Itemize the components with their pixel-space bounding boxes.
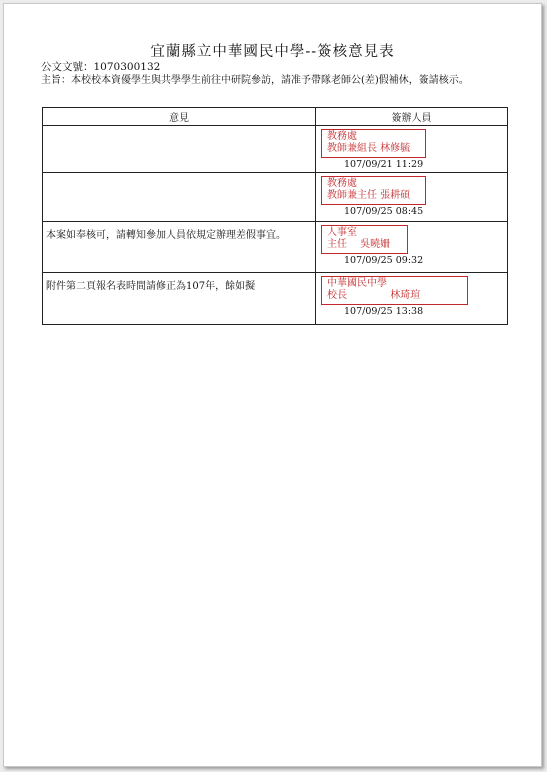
signature-timestamp: 107/09/25 13:38 [344,306,424,317]
table-row [43,222,508,273]
stamp-unit: 人事室 [327,227,357,238]
signature-cell [316,222,508,273]
stamp-person: 教師兼組長 林修毓 [327,143,411,154]
signature-timestamp: 107/09/25 09:32 [344,255,424,266]
signature-stamp [321,225,408,254]
signature-timestamp: 107/09/25 08:45 [344,206,424,217]
table-row [43,126,508,173]
signature-stamp [321,176,426,205]
opinion-header: 意見 [43,108,316,126]
document-page [3,3,542,767]
stamp-unit: 教務處 [327,178,357,189]
opinion-cell: 附件第二頁報名表時間請修正為107年，餘如擬 [43,273,316,325]
signer-header: 簽辦人員 [316,108,508,126]
opinion-cell [43,173,316,222]
signature-cell [316,126,508,173]
document-title: 宜蘭縣立中華國民中學--簽核意見表 [150,44,395,60]
table-row [43,273,508,325]
stamp-person: 教師兼主任 張耕碩 [327,190,411,201]
signature-stamp [321,129,426,158]
signature-stamp [321,276,468,305]
table-header-row [43,108,508,126]
review-opinion-table [42,107,508,325]
opinion-cell: 本案如奉核可，請轉知參加人員依規定辦理差假事宜。 [43,222,316,273]
stamp-unit: 中華國民中學 [327,278,387,289]
stamp-unit: 教務處 [327,131,357,142]
signature-cell [316,273,508,325]
table-row [43,173,508,222]
signature-timestamp: 107/09/21 11:29 [344,159,424,170]
opinion-cell [43,126,316,173]
document-number: 公文文號：1070300132 [41,61,161,73]
document-subject: 主旨：本校校本資優學生與共學學生前往中研院參訪，請准予帶隊老師公(差)假補休，簽請核示。 [41,75,469,86]
stamp-person: 主任 吳曉姍 [327,239,391,250]
stamp-person: 校長 林琦瑄 [327,290,421,301]
signature-cell [316,173,508,222]
